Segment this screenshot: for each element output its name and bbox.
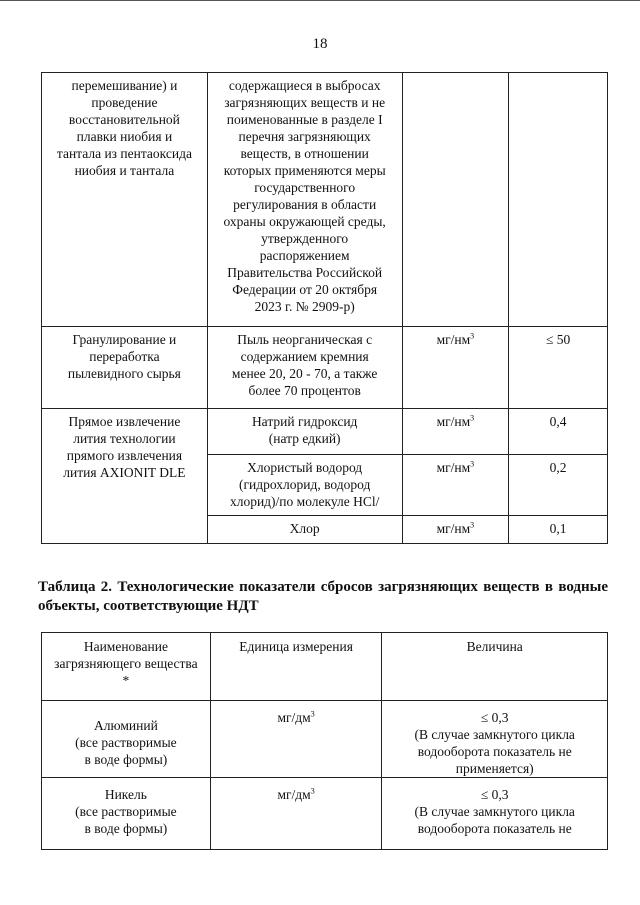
emissions-table (41, 72, 608, 544)
table2-title: Таблица 2. Технологические показатели сбросов загрязняющих веществ в водные объекты, соответствующие НДТ (38, 579, 608, 614)
value-cell (509, 73, 608, 327)
unit-cell: $мг/нм^3$ (402, 327, 509, 409)
value-cell: ≤ 0,3 (В случае замкнутого цикла водооборота показатель не применяется) (382, 701, 608, 778)
unit-cell: $мг/нм^3$ (402, 455, 509, 516)
process-cell: Гранулирование и переработка пылевидного сырья (42, 327, 208, 409)
table-row (42, 409, 608, 455)
value-cell: ≤ 50 (509, 327, 608, 409)
table-row (42, 701, 608, 778)
page-top-edge (0, 0, 640, 1)
table-row (42, 327, 608, 409)
substance-cell: Никель (все растворимые в воде формы) (42, 778, 211, 850)
unit-cell: $мг/нм^3$ (402, 516, 509, 544)
table-row (42, 778, 608, 850)
value-cell: 0,1 (509, 516, 608, 544)
table-header-row (42, 633, 608, 701)
unit-cell: $мг/дм^3$ (210, 701, 382, 778)
table-row (42, 73, 608, 327)
value-cell: 0,4 (509, 409, 608, 455)
column-header-unit: Единица измерения (210, 633, 382, 701)
value-cell: 0,2 (509, 455, 608, 516)
column-header-substance: Наименование загрязняющего вещества * (42, 633, 211, 701)
process-cell: перемешивание) и проведение восстановительной плавки ниобия и тантала из пентаоксида ниобия и тантала (42, 73, 208, 327)
unit-cell: $мг/нм^3$ (402, 409, 509, 455)
substance-cell: Натрий гидроксид (натр едкий) (207, 409, 402, 455)
substance-cell: Хлористый водород (гидрохлорид, водород хлорид)/по молекуле HCl/ (207, 455, 402, 516)
process-cell: Прямое извлечение лития технологии прямого извлечения лития AXIONIT DLE (42, 409, 208, 544)
unit-cell (402, 73, 509, 327)
substance-cell: Алюминий (все растворимые в воде формы) (42, 701, 211, 778)
unit-cell: $мг/дм^3$ (210, 778, 382, 850)
substance-cell: Пыль неорганическая с содержанием кремния менее 20, 20 - 70, а также более 70 процентов (207, 327, 402, 409)
discharges-table (41, 632, 608, 850)
value-cell: ≤ 0,3 (В случае замкнутого цикла водооборота показатель не (382, 778, 608, 850)
substance-cell: содержащиеся в выбросах загрязняющих веществ и не поименованные в разделе I перечня загрязняющих веществ, в отношении которых применяются меры государственного регулирования в области охраны окружающей среды, утвержденного распоряжением Правительства Российской Федерации от 20 октября 2023 г. № 2909-р) (207, 73, 402, 327)
page-number: 18 (312, 36, 328, 52)
column-header-value: Величина (382, 633, 608, 701)
substance-cell: Хлор (207, 516, 402, 544)
